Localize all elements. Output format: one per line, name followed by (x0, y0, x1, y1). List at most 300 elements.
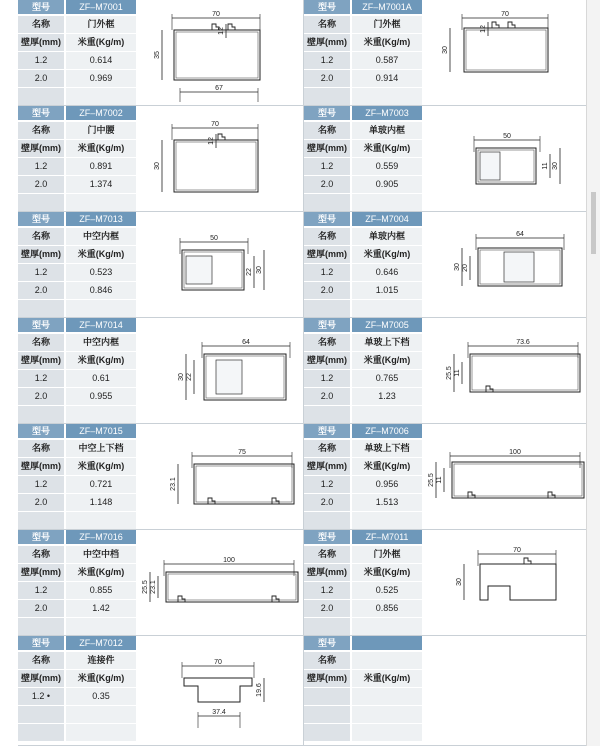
column-header-row (18, 564, 136, 581)
spec-table (18, 0, 136, 105)
spec-header (18, 636, 136, 650)
glazing-bay (480, 152, 500, 180)
column-header-row (18, 246, 136, 263)
cell-key: 壁厚(mm) (304, 352, 350, 369)
column-header-row (304, 34, 422, 51)
blank-row (304, 300, 422, 317)
column-header-row (304, 670, 422, 687)
cell-key: 名称 (18, 652, 64, 669)
cell-key (18, 618, 64, 635)
cell-key: 名称 (304, 16, 350, 33)
product-card (18, 318, 304, 424)
cell-value: 米重(Kg/m) (66, 140, 136, 157)
cell-value: 米重(Kg/m) (66, 34, 136, 51)
product-card (18, 424, 304, 530)
spec-row (304, 70, 422, 87)
profile-cross-section (142, 216, 300, 314)
model-number: ZF–M7013 (66, 212, 136, 226)
cell-key (304, 300, 350, 317)
profile-notch (218, 134, 225, 140)
spec-row (18, 600, 136, 617)
profile-wall (176, 32, 258, 78)
cell-value: 米重(Kg/m) (66, 352, 136, 369)
dimension-label: 70 (501, 11, 509, 18)
cell-value (66, 300, 136, 317)
dimension-label: 30 (456, 578, 463, 586)
column-header-row (304, 140, 422, 157)
profile-wall (466, 30, 546, 70)
cell-value (352, 88, 422, 105)
dimension-label: 22 (246, 268, 253, 276)
model-number: ZF–M7001A (352, 0, 422, 14)
profile-wall (472, 356, 578, 390)
profile-outline (184, 678, 252, 702)
profile-drawing (428, 534, 586, 632)
cell-value: 1.23 (352, 388, 422, 405)
spec-table (304, 0, 422, 105)
spec-header (304, 212, 422, 226)
spec-row (18, 494, 136, 511)
spec-row (18, 688, 136, 705)
cell-key: 1.2 (18, 158, 64, 175)
cell-key: 名称 (18, 334, 64, 351)
cell-key: 2.0 (304, 388, 350, 405)
profile-cross-section (142, 4, 300, 102)
cell-value: 0.721 (66, 476, 136, 493)
dimension-label: 70 (212, 11, 220, 18)
dimension-label: 23.1 (170, 477, 177, 491)
cell-key: 1.2 • (18, 688, 64, 705)
cell-key (18, 724, 64, 741)
cell-key: 名称 (304, 440, 350, 457)
cell-key: 1.2 (304, 476, 350, 493)
cell-key (304, 194, 350, 211)
name-row (18, 16, 136, 33)
spec-row (18, 706, 136, 723)
cell-key (304, 706, 350, 723)
profile-drawing (142, 322, 300, 420)
cell-value: 0.905 (352, 176, 422, 193)
profile-drawing (428, 428, 586, 526)
profile-notch (272, 596, 279, 602)
model-label: 型号 (18, 212, 64, 226)
cell-key: 壁厚(mm) (18, 564, 64, 581)
model-label: 型号 (18, 0, 64, 14)
dimension-label: 30 (154, 162, 161, 170)
cell-key: 2.0 (18, 388, 64, 405)
blank-row (18, 406, 136, 423)
cell-value: 门外框 (66, 16, 136, 33)
dimension-label: 11 (542, 162, 549, 170)
cell-value (66, 618, 136, 635)
blank-row (18, 194, 136, 211)
glazing-bay (504, 252, 534, 282)
cell-value: 0.956 (352, 476, 422, 493)
profile-outline (480, 564, 556, 600)
spec-row (18, 370, 136, 387)
dimension-label: 25.5 (446, 366, 453, 380)
dimension-label: 20 (462, 264, 469, 272)
cell-value (352, 406, 422, 423)
spec-row (304, 52, 422, 69)
blank-row (304, 88, 422, 105)
profile-cross-section (428, 216, 586, 314)
cell-key (304, 512, 350, 529)
column-header-row (304, 352, 422, 369)
spec-header (304, 106, 422, 120)
dimension-label: 35 (154, 51, 161, 59)
cell-key: 壁厚(mm) (304, 246, 350, 263)
cell-value: 米重(Kg/m) (352, 564, 422, 581)
product-card (18, 0, 304, 106)
cell-value: 0.846 (66, 282, 136, 299)
profile-drawing (142, 4, 300, 102)
dimension-label: 30 (552, 162, 559, 170)
profile-notch (524, 558, 531, 564)
model-number: ZF–M7015 (66, 424, 136, 438)
cell-key: 1.2 (304, 158, 350, 175)
spec-row (304, 600, 422, 617)
spec-header (304, 530, 422, 544)
spec-row (18, 176, 136, 193)
edge-tab (591, 192, 596, 254)
cell-value: 1.513 (352, 494, 422, 511)
cell-value: 米重(Kg/m) (66, 564, 136, 581)
dimension-label: 67 (215, 85, 223, 92)
cell-key: 名称 (18, 122, 64, 139)
cell-value: 米重(Kg/m) (66, 670, 136, 687)
cell-key: 1.2 (18, 476, 64, 493)
model-label: 型号 (18, 318, 64, 332)
cell-key: 名称 (304, 546, 350, 563)
dimension-label: 70 (513, 547, 521, 554)
profile-cross-section (142, 640, 300, 738)
dimension-label: 12 (208, 137, 215, 145)
cell-key (18, 300, 64, 317)
cell-value (352, 300, 422, 317)
cell-key: 壁厚(mm) (18, 34, 64, 51)
spec-row (304, 264, 422, 281)
cell-key: 名称 (18, 228, 64, 245)
profile-outline (166, 572, 298, 602)
dimension-label: 25.5 (142, 580, 149, 594)
cell-key: 壁厚(mm) (18, 246, 64, 263)
cell-value: 0.587 (352, 52, 422, 69)
profile-notch (208, 498, 215, 504)
profile-cross-section (428, 322, 586, 420)
catalog-sheet (18, 0, 585, 746)
name-row (18, 440, 136, 457)
cell-key: 壁厚(mm) (18, 140, 64, 157)
cell-key: 壁厚(mm) (304, 564, 350, 581)
cell-key: 壁厚(mm) (304, 34, 350, 51)
cell-key: 名称 (304, 122, 350, 139)
model-label: 型号 (304, 424, 350, 438)
blank-row (304, 724, 422, 741)
cell-key (304, 688, 350, 705)
profile-cross-section (428, 428, 586, 526)
name-row (18, 334, 136, 351)
model-label: 型号 (18, 106, 64, 120)
model-label: 型号 (304, 106, 350, 120)
cell-value (352, 652, 422, 669)
cell-key: 名称 (304, 334, 350, 351)
cell-key: 1.2 (304, 264, 350, 281)
profile-cross-section (142, 428, 300, 526)
profile-cross-section (142, 322, 300, 420)
name-row (304, 16, 422, 33)
product-card (304, 318, 590, 424)
cell-value (66, 706, 136, 723)
profile-notch (486, 386, 493, 392)
cell-value: 米重(Kg/m) (66, 458, 136, 475)
spec-row (18, 476, 136, 493)
cell-value: 0.61 (66, 370, 136, 387)
cell-key (304, 724, 350, 741)
spec-header (18, 424, 136, 438)
profile-drawing (142, 110, 300, 208)
blank-row (304, 406, 422, 423)
name-row (304, 228, 422, 245)
cell-value: 0.914 (352, 70, 422, 87)
product-card (304, 0, 590, 106)
model-label: 型号 (18, 636, 64, 650)
cell-value: 米重(Kg/m) (352, 458, 422, 475)
column-header-row (18, 458, 136, 475)
dimension-label: 70 (214, 659, 222, 666)
spec-table (304, 636, 422, 745)
cell-value (66, 406, 136, 423)
blank-row (18, 724, 136, 741)
spec-table (304, 212, 422, 317)
model-number: ZF–M7001 (66, 0, 136, 14)
cell-value (66, 88, 136, 105)
column-header-row (18, 670, 136, 687)
cell-value: 中空上下档 (66, 440, 136, 457)
cell-key: 2.0 (304, 600, 350, 617)
spec-row (304, 494, 422, 511)
dimension-label: 100 (223, 557, 235, 564)
cell-value: 单玻上下档 (352, 334, 422, 351)
cell-key: 1.2 (18, 52, 64, 69)
model-number: ZF–M7004 (352, 212, 422, 226)
dimension-label: 50 (210, 235, 218, 242)
cell-value: 0.525 (352, 582, 422, 599)
spec-row (18, 582, 136, 599)
cell-key: 2.0 (304, 494, 350, 511)
cell-key (304, 406, 350, 423)
profile-notch (178, 596, 185, 602)
spec-row (18, 70, 136, 87)
cell-value: 0.891 (66, 158, 136, 175)
cell-key (18, 194, 64, 211)
name-row (18, 546, 136, 563)
spec-header (304, 636, 422, 650)
spec-row (304, 282, 422, 299)
cell-key: 2.0 (18, 70, 64, 87)
product-card (18, 636, 304, 746)
profile-drawing (142, 640, 300, 738)
cell-value: 连接件 (66, 652, 136, 669)
cell-value: 0.614 (66, 52, 136, 69)
cell-key: 壁厚(mm) (18, 458, 64, 475)
cell-value (66, 194, 136, 211)
dimension-label: 30 (442, 46, 449, 54)
spec-row (18, 264, 136, 281)
cell-value (352, 512, 422, 529)
dimension-label: 11 (454, 369, 461, 377)
spec-header (18, 0, 136, 14)
column-header-row (18, 34, 136, 51)
product-card (304, 212, 590, 318)
cell-value: 门外框 (352, 546, 422, 563)
cell-key (304, 618, 350, 635)
model-label: 型号 (304, 530, 350, 544)
spec-row (304, 582, 422, 599)
cell-key: 2.0 (304, 282, 350, 299)
spec-header (304, 318, 422, 332)
column-header-row (304, 246, 422, 263)
profile-drawing (428, 216, 586, 314)
dimension-label: 30 (454, 263, 461, 271)
model-label: 型号 (304, 636, 350, 650)
cell-value (66, 512, 136, 529)
product-card (304, 530, 590, 636)
cell-value: 0.955 (66, 388, 136, 405)
model-label: 型号 (18, 530, 64, 544)
dimension-label: 75 (238, 449, 246, 456)
cell-key (18, 88, 64, 105)
cell-key: 2.0 (18, 494, 64, 511)
cell-value: 中空中档 (66, 546, 136, 563)
profile-drawing (142, 216, 300, 314)
cell-key: 壁厚(mm) (304, 670, 350, 687)
dimension-label: 11 (436, 476, 443, 484)
cell-value: 单玻内框 (352, 228, 422, 245)
cell-value (352, 194, 422, 211)
cell-key (18, 706, 64, 723)
model-label: 型号 (18, 424, 64, 438)
dimension-label: 30 (178, 373, 185, 381)
profile-drawing (428, 4, 586, 102)
product-card (304, 424, 590, 530)
profile-wall (454, 464, 582, 496)
cell-value: 0.856 (352, 600, 422, 617)
cell-value: 米重(Kg/m) (352, 34, 422, 51)
dimension-label: 100 (509, 449, 521, 456)
name-row (18, 122, 136, 139)
spec-table (18, 212, 136, 317)
cell-value: 米重(Kg/m) (352, 246, 422, 263)
dimension-label: 64 (516, 231, 524, 238)
cell-value: 1.148 (66, 494, 136, 511)
name-row (304, 122, 422, 139)
cell-value (66, 724, 136, 741)
dimension-label: 12 (218, 27, 225, 35)
cell-key: 1.2 (304, 52, 350, 69)
name-row (304, 546, 422, 563)
cell-key: 名称 (304, 228, 350, 245)
profile-drawing (428, 322, 586, 420)
dimension-label: 12 (480, 25, 487, 33)
spec-header (18, 106, 136, 120)
profile-drawing (428, 110, 586, 208)
dimension-label: 22 (186, 373, 193, 381)
spec-row (18, 282, 136, 299)
profile-cross-section (142, 110, 300, 208)
profile-cross-section (428, 4, 586, 102)
model-number: ZF–M7011 (352, 530, 422, 544)
model-number (352, 636, 422, 650)
spec-table (304, 424, 422, 529)
name-row (18, 228, 136, 245)
name-row (304, 652, 422, 669)
spec-header (304, 424, 422, 438)
model-number: ZF–M7002 (66, 106, 136, 120)
profile-outline (464, 28, 548, 72)
profile-notch (548, 492, 555, 498)
cell-key: 2.0 (304, 70, 350, 87)
cell-key: 2.0 (18, 176, 64, 193)
cell-key: 壁厚(mm) (304, 140, 350, 157)
spec-header (304, 0, 422, 14)
spec-table (18, 530, 136, 635)
cell-key: 壁厚(mm) (18, 352, 64, 369)
profile-cross-section (428, 110, 586, 208)
cell-key: 名称 (304, 652, 350, 669)
profile-drawing (142, 534, 300, 632)
spec-row (18, 388, 136, 405)
cell-key (18, 512, 64, 529)
spec-row (304, 688, 422, 705)
profile-wall (196, 466, 292, 502)
cell-key: 名称 (18, 440, 64, 457)
cell-value: 0.523 (66, 264, 136, 281)
product-card (304, 106, 590, 212)
spec-header (18, 530, 136, 544)
cell-value: 米重(Kg/m) (352, 352, 422, 369)
cell-key: 1.2 (304, 582, 350, 599)
glazing-bay (216, 360, 242, 394)
spec-row (18, 158, 136, 175)
cell-key: 2.0 (18, 282, 64, 299)
column-header-row (304, 564, 422, 581)
spec-header (18, 212, 136, 226)
cell-value: 中空内框 (66, 334, 136, 351)
cell-key: 1.2 (18, 264, 64, 281)
cell-value: 米重(Kg/m) (352, 140, 422, 157)
dimension-label: 25.5 (428, 473, 435, 487)
profile-notch (468, 492, 475, 498)
name-row (304, 334, 422, 351)
cell-key: 1.2 (18, 370, 64, 387)
product-card (18, 212, 304, 318)
dimension-label: 19.6 (256, 683, 263, 697)
spec-table (18, 636, 136, 745)
model-number: ZF–M7012 (66, 636, 136, 650)
blank-row (304, 618, 422, 635)
cell-value (352, 706, 422, 723)
blank-row (18, 88, 136, 105)
blank-row (18, 300, 136, 317)
cell-value: 单玻内框 (352, 122, 422, 139)
dimension-label: 30 (256, 266, 263, 274)
product-card (304, 636, 590, 746)
model-number: ZF–M7016 (66, 530, 136, 544)
spec-row (304, 176, 422, 193)
cell-key: 1.2 (304, 370, 350, 387)
column-header-row (18, 140, 136, 157)
